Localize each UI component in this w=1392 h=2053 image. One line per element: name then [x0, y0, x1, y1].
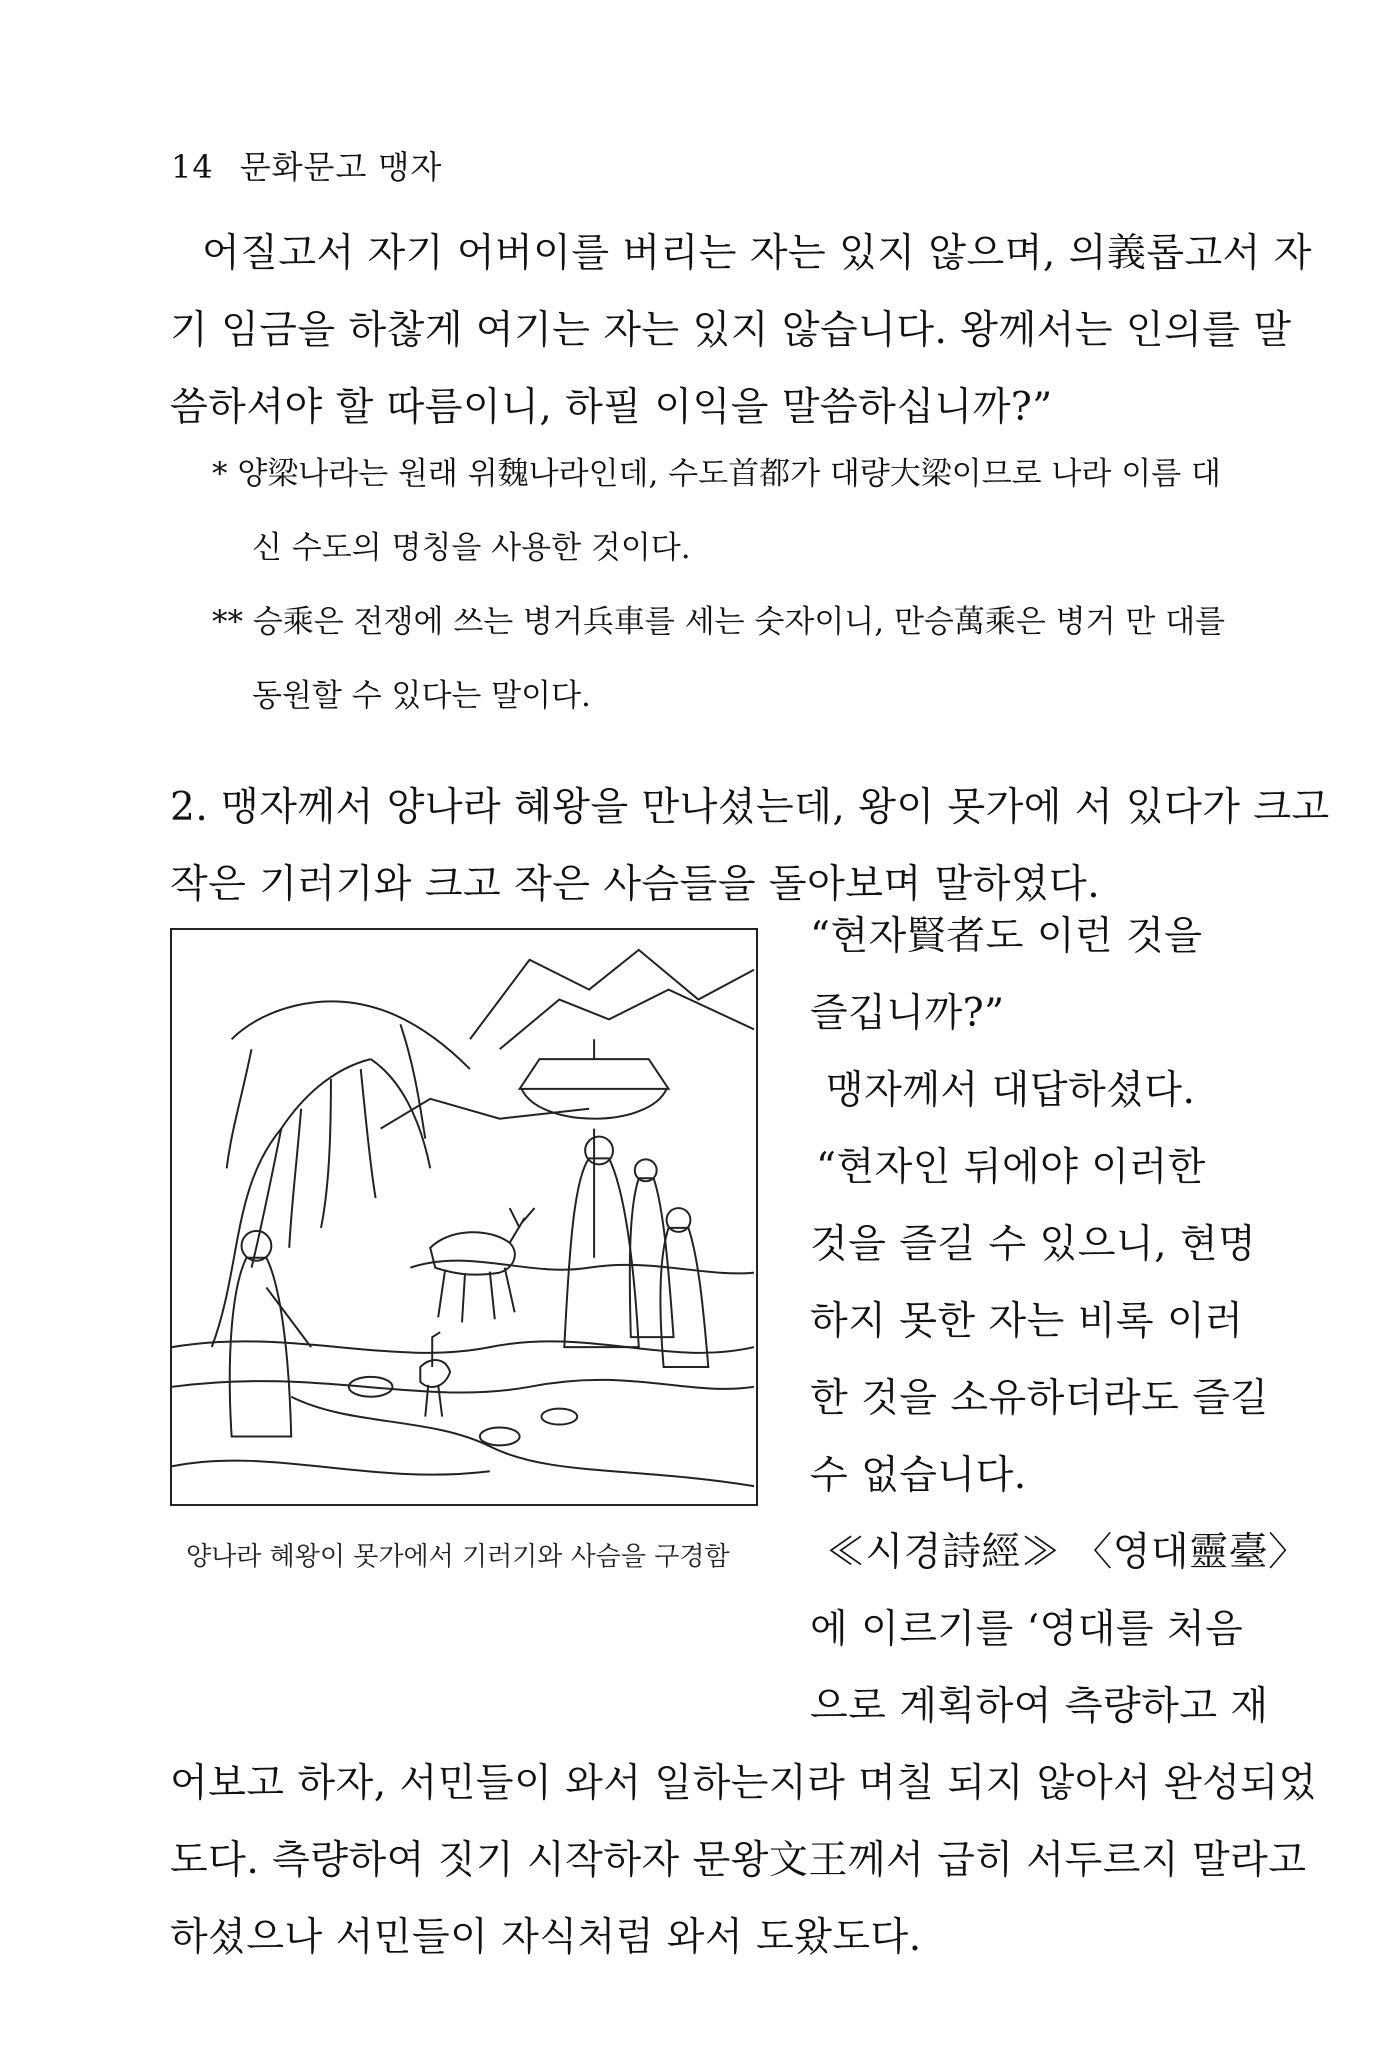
illustration-figure: [170, 928, 758, 1506]
body-line: 에 이르기를 ‘영대를 처음: [810, 1607, 1244, 1652]
running-title: 문화문고 맹자: [239, 148, 443, 186]
body-line: 기 임금을 하찮게 여기는 자는 있지 않습니다. 왕께서는 인의를 말: [170, 308, 1292, 353]
body-line: 것을 즐길 수 있으니, 현명: [810, 1222, 1257, 1267]
footnote-line: 신 수도의 명칭을 사용한 것이다.: [252, 530, 691, 566]
page-number: 14: [171, 148, 214, 186]
body-line: 씀하셔야 할 따름이니, 하필 이익을 말씀하십니까?”: [170, 385, 1053, 430]
footnote-line: 동원할 수 있다는 말이다.: [252, 678, 591, 714]
body-line: “현자賢者도 이런 것을: [810, 914, 1203, 959]
footnote-line: * 양梁나라는 원래 위魏나라인데, 수도首都가 대량大梁이므로 나라 이름 대: [212, 456, 1221, 492]
figure-caption: 양나라 혜왕이 못가에서 기러기와 사슴을 구경함: [186, 1542, 730, 1572]
body-line: 맹자께서 대답하셨다.: [826, 1068, 1196, 1113]
body-line: 으로 계획하여 측량하고 재: [810, 1684, 1269, 1729]
body-line: 하지 못한 자는 비록 이러: [810, 1299, 1244, 1344]
body-line: 작은 기러기와 크고 작은 사슴들을 돌아보며 말하였다.: [170, 862, 1101, 907]
body-line: 수 없습니다.: [810, 1453, 1027, 1498]
body-line: 어질고서 자기 어버이를 버리는 자는 있지 않으며, 의義롭고서 자: [202, 231, 1312, 276]
body-line: “현자인 뒤에야 이러한: [816, 1145, 1206, 1190]
body-line: 2. 맹자께서 양나라 혜왕을 만나셨는데, 왕이 못가에 서 있다가 크고: [170, 785, 1330, 830]
body-line: 하셨으나 서민들이 자식처럼 와서 도왔도다.: [170, 1915, 922, 1960]
body-line: ≪시경詩經≫ 〈영대靈臺〉: [826, 1530, 1308, 1575]
body-line: 즐깁니까?”: [810, 991, 1005, 1036]
running-header: [171, 142, 442, 188]
king-hui-pond-illustration: [172, 930, 756, 1504]
body-line: 어보고 하자, 서민들이 와서 일하는지라 며칠 되지 않아서 완성되었: [170, 1761, 1317, 1806]
footnote-line: ** 승乘은 전쟁에 쓰는 병거兵車를 세는 숫자이니, 만승萬乘은 병거 만 대를: [212, 604, 1226, 640]
body-line: 한 것을 소유하더라도 즐길: [810, 1376, 1269, 1421]
body-line: 도다. 측량하여 짓기 시작하자 문왕文王께서 급히 서두르지 말라고: [170, 1838, 1307, 1883]
